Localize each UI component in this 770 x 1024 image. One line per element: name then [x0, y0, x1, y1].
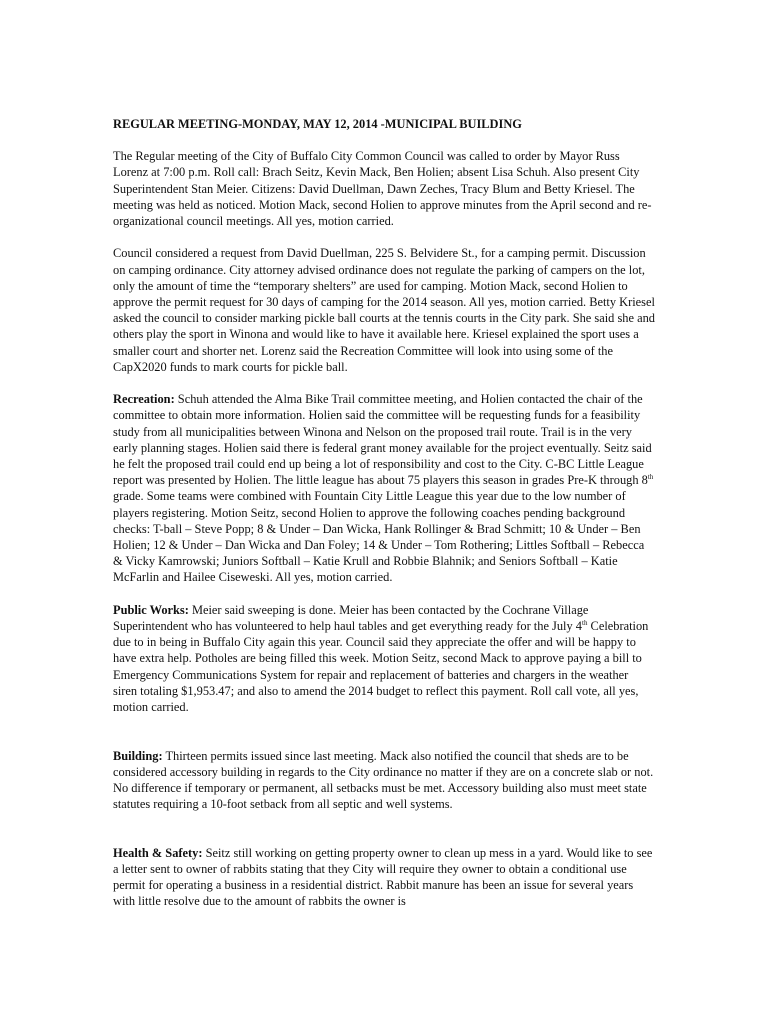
document-page: [113, 116, 655, 926]
recreation-superscript: th: [647, 473, 654, 482]
public-works-heading: Public Works:: [113, 602, 189, 617]
health-safety-heading: Health & Safety:: [113, 845, 203, 860]
public-works-paragraph: [113, 602, 655, 715]
recreation-paragraph: [113, 391, 655, 585]
health-safety-text: Seitz still working on getting property owner to clean up mess in a yard. Would like to see a letter sent to owner of rabbits stating that they City will require they owner to obtain a conditional use permit for operating a business in a residential district. Rabbit manure has been an issue for several years with little resolve due to the amount of rabbits the owner is: [113, 845, 653, 909]
public-works-text-b: Celebration due to in being in Buffalo City again this year. Council said they appreciate the offer and will be happy to have extra help. Potholes are being filled this week. Motion Seitz, second Mack to approve paying a bill to Emergency Communications System for repair and replacement of batteries and chargers in the weather siren totaling $1,953.47; and also to amend the 2014 budget to reflect this payment. Roll call vote, all yes, motion carried.: [113, 619, 649, 715]
building-heading: Building:: [113, 748, 163, 763]
building-paragraph: [113, 748, 655, 813]
recreation-heading: Recreation:: [113, 392, 175, 407]
recreation-text-b: grade. Some teams were combined with Fountain City Little League this year due to the low number of players registering. Motion Seitz, second Holien to approve the following coaches pending background checks: T-ball – Steve Popp; 8 & Under – Dan Wicka, Hank Rollinger & Brad Schmitt; 10 & Under – Ben Holien; 12 & Under – Dan Wicka and Dan Foley; 14 & Under – Tom Rothering; Littles Softball – Rebecca & Vicky Kamrowski; Juniors Softball – Katie Krull and Robbie Blahnik; and Seniors Softball – Katie McFarlin and Hailee Ciseweski. All yes, motion carried.: [113, 489, 645, 585]
camping-paragraph: Council considered a request from David Duellman, 225 S. Belvidere St., for a camping permit. Discussion on camping ordinance. City attorney advised ordinance does not regulate the parking of campers on the lot, only the amount of time the “temporary shelters” are used for camping. Motion Mack, second Holien to approve the permit request for 30 days of camping for the 2014 season. All yes, motion carried. Betty Kriesel asked the council to consider marking pickle ball courts at the tennis courts in the City park. She said she and others play the sport in Winona and would like to have it available here. Kriesel explained the sport uses a smaller court and shorter net. Lorenz said the Recreation Committee will look into using some of the CapX2020 funds to mark courts for pickle ball.: [113, 246, 655, 374]
public-works-text-a: Meier said sweeping is done. Meier has been contacted by the Cochrane Village Superintendent who has volunteered to help haul tables and get everything ready for the July 4: [113, 602, 589, 634]
recreation-text-a: Schuh attended the Alma Bike Trail committee meeting, and Holien contacted the chair of the committee to obtain more information. Holien said the committee will be requesting funds for a feasibility study from all municipalities between Winona and Nelson on the proposed trail route. Trail is in the very early planning stages. Holien said there is federal grant money available for the project eventually. Seitz said he felt the proposed trail could end up being a lot of responsibility and cost to the City. C-BC Little League report was presented by Holien. The little league has about 75 players this season in grades Pre-K through 8: [113, 392, 652, 488]
meeting-title: REGULAR MEETING-MONDAY, MAY 12, 2014 -MUNICIPAL BUILDING: [113, 117, 522, 131]
intro-paragraph: The Regular meeting of the City of Buffalo City Common Council was called to order by Mayor Russ Lorenz at 7:00 p.m. Roll call: Brach Seitz, Kevin Mack, Ben Holien; absent Lisa Schuh. Also present City Superintendent Stan Meier. Citizens: David Duellman, Dawn Zeches, Tracy Blum and Betty Kriesel. The meeting was held as noticed. Motion Mack, second Holien to approve minutes from the April second and re-organizational council meetings. All yes, motion carried.: [113, 149, 652, 229]
health-safety-paragraph: [113, 845, 655, 910]
building-text: Thirteen permits issued since last meeting. Mack also notified the council that sheds are to be considered accessory building in regards to the City ordinance no matter if they are on a concrete slab or not. No difference if temporary or permanent, all setbacks must be met. Accessory building also must meet state statutes requiring a 10-foot setback from all septic and well systems.: [113, 748, 654, 812]
public-works-superscript: th: [582, 618, 588, 627]
